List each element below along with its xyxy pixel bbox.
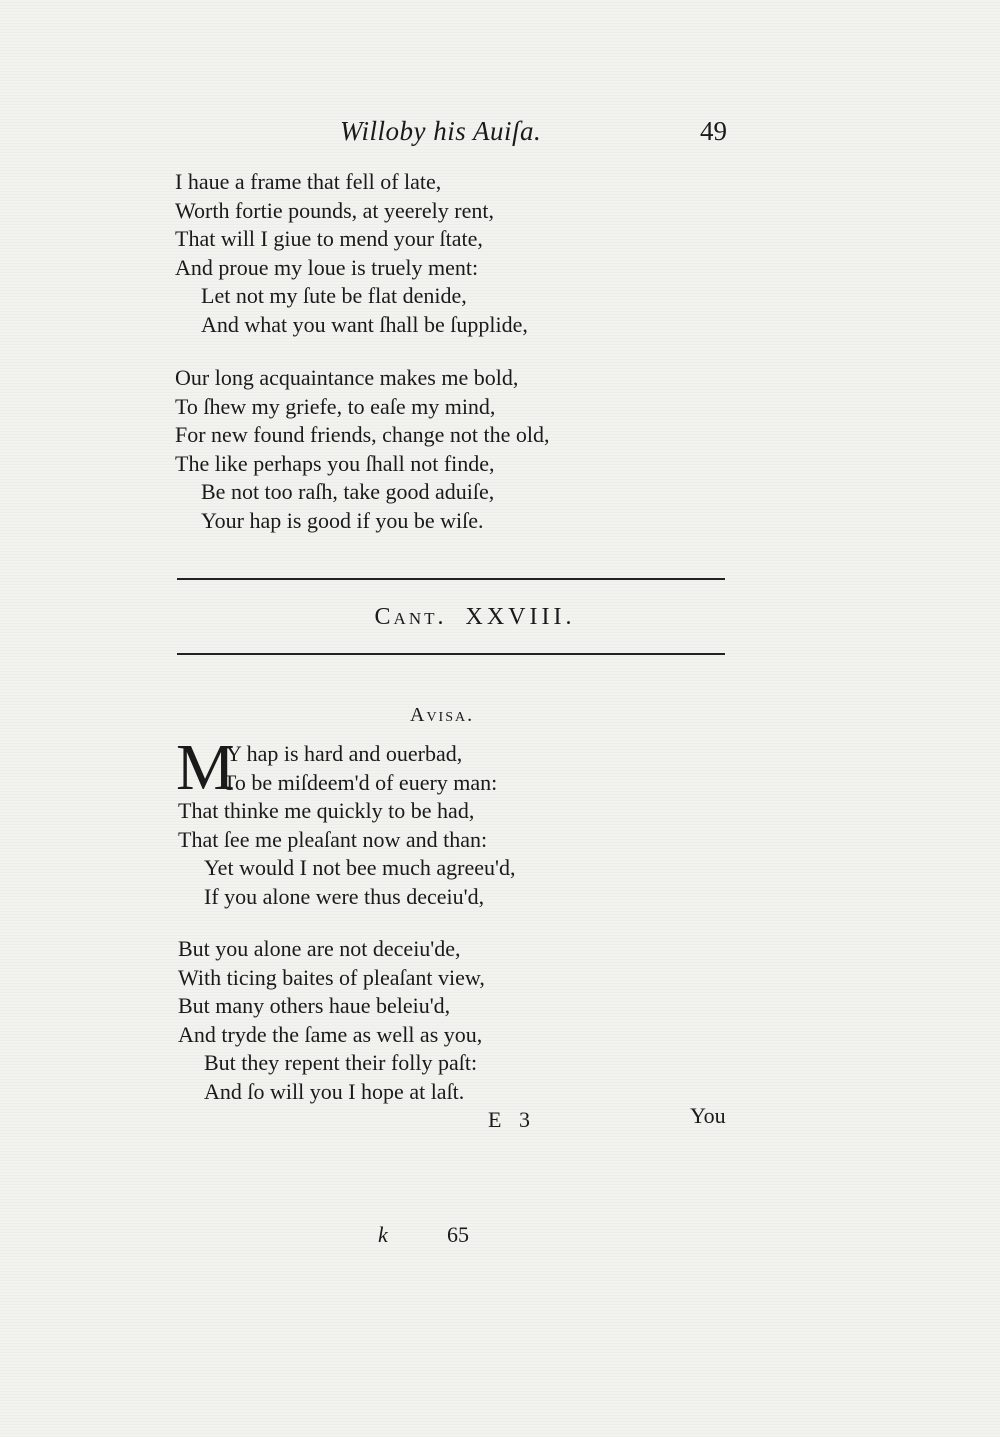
canto-label: Cant. <box>374 604 447 630</box>
verse-line: If you alone were thus deceiu'd, <box>204 883 485 909</box>
stanza-2 <box>175 364 550 536</box>
verse-line: Your hap is good if you be wiſe. <box>201 507 484 533</box>
verse-line: And ſo will you I hope at laſt. <box>204 1078 465 1104</box>
drop-cap: M <box>176 731 235 804</box>
verse-line: But many others haue beleiu'd, <box>178 993 451 1019</box>
verse-line: But you alone are not deceiu'de, <box>178 936 461 961</box>
verse-line: I haue a frame that fell of late, <box>175 169 442 194</box>
verse-line: Yet would I not bee much agreeu'd, <box>204 855 516 881</box>
page-number: 49 <box>700 116 727 146</box>
verse-line: Let not my ſute be flat denide, <box>201 283 467 309</box>
stanza-1 <box>175 168 528 340</box>
catchword: You <box>690 1103 726 1128</box>
verse-line: And what you want ſhall be ſupplide, <box>201 311 528 337</box>
speaker-heading: Avisa. <box>410 704 475 726</box>
verse-line: And tryde the ſame as well as you, <box>178 1021 483 1047</box>
verse-line: Worth fortie pounds, at yeerely rent, <box>175 197 494 223</box>
verse-line: For new found friends, change not the old, <box>175 422 550 448</box>
divider-rule-bottom <box>177 653 725 655</box>
verse-line: To ſhew my griefe, to eaſe my mind, <box>175 393 496 419</box>
verse-line: And proue my loue is truely ment: <box>175 254 479 280</box>
stanza-4 <box>178 935 485 1107</box>
verse-line: To be miſdeem'd of euery man: <box>223 769 498 795</box>
verse-line: But they repent their folly paſt: <box>204 1050 478 1076</box>
folio-mark: k <box>378 1222 388 1247</box>
verse-line: Be not too raſh, take good aduiſe, <box>201 479 495 505</box>
verse-line: That ſee me pleaſant now and than: <box>178 826 488 852</box>
verse-line: With ticing baites of pleaſant view, <box>178 964 485 990</box>
verse-line: The like perhaps you ſhall not finde, <box>175 450 495 476</box>
stanza-3 <box>176 731 516 912</box>
running-title: Willoby his Auiſa. <box>340 116 542 146</box>
verse-line: That thinke me quickly to be had, <box>178 798 475 824</box>
canto-heading <box>0 604 1000 631</box>
verse-line: That will I giue to mend your ſtate, <box>175 226 483 252</box>
folio-number: 65 <box>447 1222 469 1247</box>
canto-number: XXVIII. <box>465 604 576 630</box>
signature-mark: E 3 <box>488 1107 536 1132</box>
verse-line: Our long acquaintance makes me bold, <box>175 365 519 390</box>
divider-rule-top <box>177 578 725 580</box>
verse-line: Y hap is hard and ouerbad, <box>226 741 463 766</box>
